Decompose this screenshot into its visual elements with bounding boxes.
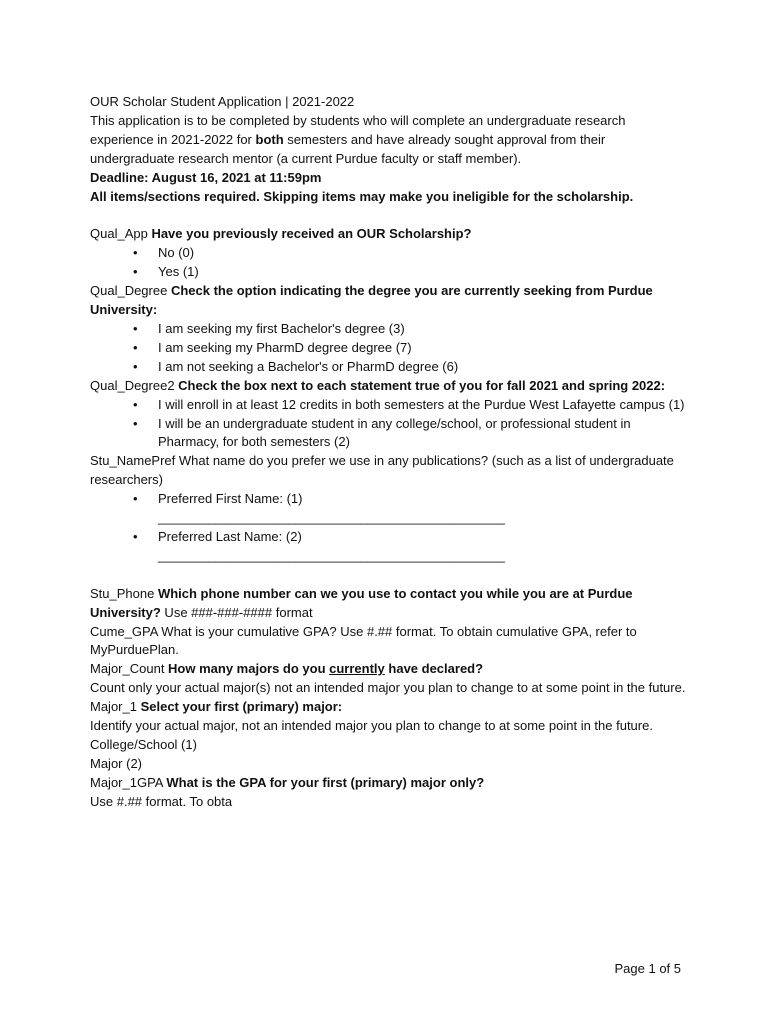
intro-paragraph <box>90 112 690 169</box>
last-name-label: • Preferred Last Name: (2) <box>90 528 690 547</box>
question-hint: Use ###-###-#### format <box>160 604 313 620</box>
option-enroll-credits[interactable]: • I will enroll in at least 12 credits in both semesters at the Purdue West Lafayette campus (1) <box>90 396 690 415</box>
application-page <box>90 93 690 812</box>
question-text: How many majors do you <box>168 661 330 677</box>
question-text: Check the box next to each statement true of you for fall 2021 and spring 2022: <box>178 377 666 393</box>
question-phone <box>90 585 690 623</box>
question-major-1 <box>90 698 690 717</box>
question-qual-degree2 <box>90 377 690 396</box>
question-text-end: have declared? <box>384 661 484 677</box>
question-code: Cume_GPA <box>90 623 162 639</box>
question-text: What is the GPA for your first (primary) major only? <box>166 774 485 790</box>
question-text: Select your first (primary) major: <box>140 699 343 715</box>
intro-text: This application is to be completed by students who will complete an undergraduate research experience in 2021-2022 for <box>90 112 626 147</box>
option-undergrad-student[interactable]: • I will be an undergraduate student in any college/school, or professional student in Pharmacy, for both semesters (2) <box>90 415 690 453</box>
question-code: Stu_Phone <box>90 585 158 601</box>
question-emphasis: currently <box>329 661 385 677</box>
question-major-1-gpa <box>90 774 690 793</box>
question-text: Check the option indicating the degree you are currently seeking from Purdue University: <box>90 283 653 318</box>
option-neither[interactable]: • I am not seeking a Bachelor's or PharmD degree (6) <box>90 358 690 377</box>
option-pharmd[interactable]: • I am seeking my PharmD degree degree (7) <box>90 339 690 358</box>
major-count-note: Count only your actual major(s) not an intended major you plan to change to at some point in the future. <box>90 680 686 696</box>
question-qual-app <box>90 225 690 244</box>
page-number: Page 1 of 5 <box>614 961 681 976</box>
option-no[interactable]: • No (0) <box>90 244 690 263</box>
option-yes[interactable]: • Yes (1) <box>90 263 690 282</box>
question-text: Which phone number can we you use to contact you while you are at Purdue University? <box>90 585 633 620</box>
question-code: Qual_App <box>90 226 152 242</box>
question-name-pref <box>90 452 690 490</box>
question-code: Stu_NamePref <box>90 453 179 469</box>
required-note: All items/sections required. Skipping items may make you ineligible for the scholarship. <box>90 188 634 204</box>
question-code: Qual_Degree <box>90 283 171 299</box>
major-1-note: Identify your actual major, not an intended major you plan to change to at some point in the future. <box>90 718 653 734</box>
first-name-label: • Preferred First Name: (1) <box>90 490 690 509</box>
first-name-field[interactable]: ________________________________________________ <box>158 510 506 526</box>
question-text: What name do you prefer we use in any publications? (such as a list of undergraduate researchers) <box>90 453 674 488</box>
document-title: OUR Scholar Student Application | 2021-2022 <box>90 94 355 109</box>
intro-bold-word: both <box>255 131 284 147</box>
question-qual-degree <box>90 282 690 320</box>
question-major-count <box>90 660 690 679</box>
last-name-field[interactable]: ________________________________________________ <box>158 547 506 563</box>
option-college-school[interactable]: College/School (1) <box>90 737 197 752</box>
question-cume-gpa <box>90 623 690 661</box>
question-code: Major_Count <box>90 661 169 677</box>
intro-text-end: semesters and have already sought approval from their undergraduate research mentor (a current Purdue faculty or staff member). <box>90 131 606 166</box>
deadline-text: Deadline: August 16, 2021 at 11:59pm <box>90 169 322 185</box>
question-code: Qual_Degree2 <box>90 377 179 393</box>
option-bachelors[interactable]: • I am seeking my first Bachelor's degree (3) <box>90 320 690 339</box>
question-text: Have you previously received an OUR Scholarship? <box>151 226 472 242</box>
question-code: Major_1GPA <box>90 774 167 790</box>
major-1-gpa-note: Use #.## format. To obta <box>90 793 233 809</box>
option-major[interactable]: Major (2) <box>90 755 143 771</box>
question-code: Major_1 <box>90 699 141 715</box>
question-text: What is your cumulative GPA? Use #.## format. To obtain cumulative GPA, refer to MyPurduePlan. <box>90 623 637 658</box>
